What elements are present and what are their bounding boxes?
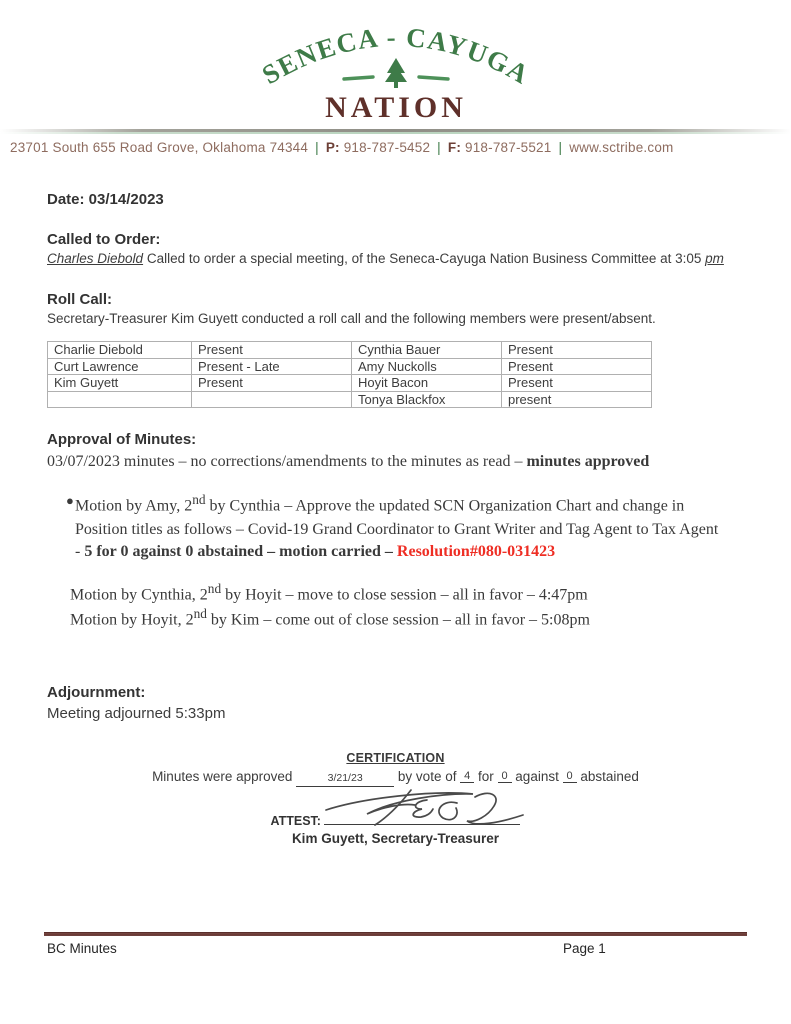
seneca-cayuga-logo-icon <box>166 16 626 122</box>
contact-bar <box>0 134 791 155</box>
for-label: for <box>478 769 494 785</box>
speaker-name: Charles Diebold <box>47 251 144 266</box>
called-to-order-text <box>47 250 747 268</box>
table-row <box>48 358 652 375</box>
motion-body: by Cynthia – Approve the updated SCN Organization Chart and change in Position titles as follows – Covid-19 Grand Coordinator to Grant Writer and Tag Agent to Tax Agent - <box>75 497 719 561</box>
phone-number: 918-787-5452 <box>343 140 431 155</box>
approval-summary-text: 03/07/2023 minutes – no corrections/amendments to the minutes as read – <box>47 453 527 471</box>
roll-call-heading: Roll Call: <box>47 290 113 308</box>
ordinal-sup: nd <box>193 605 207 621</box>
page-footer <box>0 932 791 956</box>
status-cell: Present <box>502 358 652 375</box>
vote-pre-text: by vote of <box>397 769 457 785</box>
minutes-approved-text: minutes approved <box>526 453 650 471</box>
motion-pre: Motion by Hoyit, 2 <box>70 610 194 628</box>
street-address: 23701 South 655 Road Grove, Oklahoma 74344 <box>10 140 309 155</box>
member-name-cell: Hoyit Bacon <box>352 375 502 392</box>
against-label: against <box>515 769 559 785</box>
votes-abstained-field: 0 <box>563 770 577 783</box>
status-cell: Present <box>502 375 652 392</box>
signatory-name: Kim Guyett, Secretary-Treasurer <box>291 830 500 846</box>
motion-pre: Motion by Cynthia, 2 <box>70 586 208 604</box>
motion-line <box>70 581 747 606</box>
member-name-cell: Amy Nuckolls <box>352 358 502 375</box>
motion-pre: Motion by Amy, 2 <box>75 497 193 515</box>
roll-call-table <box>47 341 652 408</box>
status-cell: Present <box>192 342 352 359</box>
fax-number: 918-787-5521 <box>465 140 552 155</box>
called-to-order-heading: Called to Order: <box>47 231 161 248</box>
status-cell: Present <box>192 375 352 392</box>
approved-pre-text: Minutes were approved <box>152 769 293 785</box>
member-name-cell: Charlie Diebold <box>48 342 192 359</box>
motion-post: by Hoyit – move to close session – all in favor – 4:47pm <box>221 586 588 604</box>
approval-summary <box>47 453 747 471</box>
certification-section <box>0 751 791 846</box>
adjournment-heading: Adjournment: <box>47 684 146 702</box>
approval-heading: Approval of Minutes: <box>47 431 197 449</box>
called-to-order-section <box>47 231 747 268</box>
member-name-cell <box>48 391 192 408</box>
member-name-cell: Cynthia Bauer <box>352 342 502 359</box>
website-link: www.sctribe.com <box>569 140 674 155</box>
pine-tree-icon <box>344 58 448 88</box>
footer-rule <box>44 932 747 936</box>
abstained-label: abstained <box>580 769 639 785</box>
member-name-cell: Tonya Blackfox <box>352 391 502 408</box>
motion-post: by Kim – come out of close session – all in favor – 5:08pm <box>206 610 590 628</box>
adjournment-text: Meeting adjourned 5:33pm <box>47 705 226 723</box>
approval-of-minutes-section <box>47 431 747 630</box>
member-name-cell: Kim Guyett <box>48 375 192 392</box>
certification-approval-line <box>0 769 791 787</box>
member-name-cell: Curt Lawrence <box>48 358 192 375</box>
time-suffix: pm <box>705 251 724 266</box>
fax-label: F: <box>447 140 462 155</box>
ordinal-sup: nd <box>192 492 206 508</box>
status-cell: Present <box>502 342 652 359</box>
certification-title: CERTIFICATION <box>346 751 445 766</box>
roll-call-section <box>47 291 747 409</box>
pipe-separator: | <box>437 140 441 155</box>
page-number: Page 1 <box>563 941 606 956</box>
ordinal-sup: nd <box>207 580 222 596</box>
table-row <box>48 342 652 359</box>
attest-row <box>0 813 791 828</box>
signature-line <box>324 813 520 825</box>
pipe-separator: | <box>315 140 319 155</box>
vote-result-text: 5 for 0 against 0 abstained – motion carried – <box>84 543 397 561</box>
motion-line <box>70 606 747 631</box>
status-cell: Present - Late <box>192 358 352 375</box>
meeting-date: Date: 03/14/2023 <box>47 191 164 208</box>
attest-label: ATTEST: <box>270 813 321 828</box>
status-cell <box>192 391 352 408</box>
pipe-separator: | <box>558 140 563 155</box>
called-to-order-body: Called to order a special meeting, of the Seneca-Cayuga Nation Business Committee at 3:05 <box>143 251 706 266</box>
footer-doc-title: BC Minutes <box>47 941 117 956</box>
table-row <box>48 391 652 408</box>
motion-bullet-text <box>75 491 725 563</box>
logo-arc-text: SENECA - CAYUGA <box>256 21 535 91</box>
logo <box>0 0 791 127</box>
adjournment-section <box>47 684 747 722</box>
resolution-number: Resolution#080-031423 <box>396 543 556 561</box>
bullet-icon: ● <box>66 493 74 509</box>
document-body <box>47 191 747 722</box>
approval-date-field: 3/21/23 <box>296 771 394 787</box>
status-cell: present <box>502 391 652 408</box>
votes-against-field: 0 <box>498 770 512 783</box>
motion-bullet-item <box>47 491 747 563</box>
roll-call-description: Secretary-Treasurer Kim Guyett conducted a roll call and the following members were present/absent. <box>47 310 656 326</box>
phone-label: P: <box>325 140 340 155</box>
session-motions <box>70 581 747 630</box>
table-row <box>48 375 652 392</box>
logo-nation-text: NATION <box>324 91 467 122</box>
votes-for-field: 4 <box>460 770 474 783</box>
